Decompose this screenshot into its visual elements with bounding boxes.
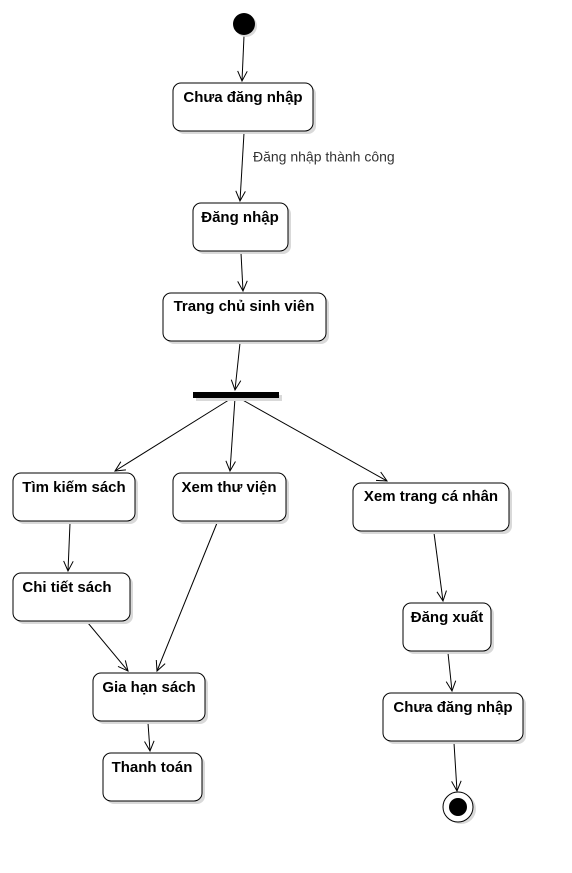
transition-line (242, 36, 244, 81)
state-label: Đăng nhập (201, 208, 279, 226)
transition-line (239, 398, 387, 481)
transition-line (454, 743, 457, 791)
transition-line (241, 253, 243, 291)
state-chua-dang-nhap-1 (173, 83, 316, 134)
state-trang-chu-sinh-vien (163, 293, 329, 344)
state-label: Xem thư viện (181, 478, 277, 496)
transition-line (230, 398, 235, 471)
state-chi-tiet-sach (13, 573, 133, 624)
state-xem-trang-ca-nhan (353, 483, 512, 534)
state-label: Chưa đăng nhập (183, 88, 303, 106)
state-label: Đăng xuất (410, 608, 484, 626)
transition-line (157, 523, 217, 671)
guard-label: Đăng nhập thành công (253, 148, 395, 165)
state-thanh-toan (103, 753, 205, 804)
final-node (443, 792, 476, 824)
transition-line (148, 723, 150, 751)
transition-line (115, 398, 232, 471)
state-chua-dang-nhap-2 (383, 693, 526, 744)
state-label: Tìm kiếm sách (22, 478, 126, 496)
transition-line (434, 533, 443, 601)
state-dang-nhap (193, 203, 291, 254)
fork-bar (193, 392, 282, 401)
transition-line (88, 623, 128, 671)
transition-line (240, 133, 244, 201)
state-label: Xem trang cá nhân (363, 487, 499, 505)
transition-line (68, 523, 70, 571)
state-dang-xuat (403, 603, 494, 654)
state-label: Trang chủ sinh viên (173, 297, 315, 315)
state-tim-kiem-sach (13, 473, 138, 524)
state-xem-thu-vien (173, 473, 289, 524)
state-label: Thanh toán (111, 758, 193, 776)
state-label: Chi tiết sách (22, 578, 112, 596)
initial-node (233, 13, 257, 37)
state-label: Gia hạn sách (102, 678, 196, 696)
state-gia-han-sach (93, 673, 208, 724)
state-label: Chưa đăng nhập (393, 698, 513, 716)
